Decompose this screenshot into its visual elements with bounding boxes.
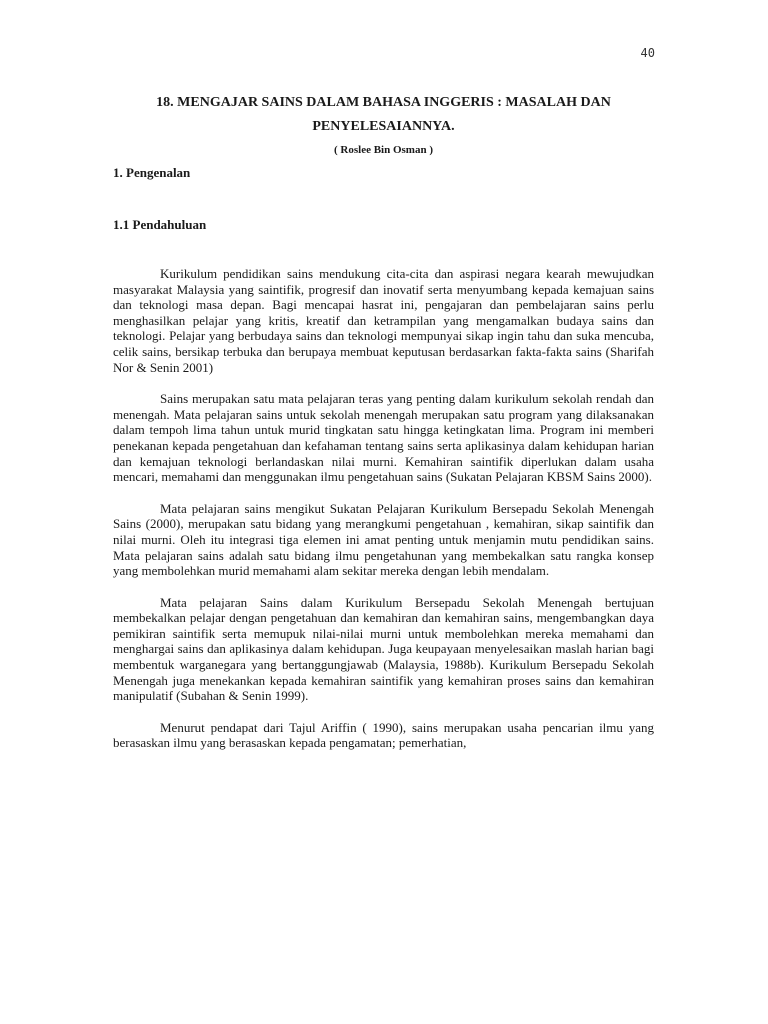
paragraph: Kurikulum pendidikan sains mendukung cita-cita dan aspirasi negara kearah mewujudkan masyarakat Malaysia yang saintifik, progresif dan inovatif serta menyumbang kepada kemajuan sains dan teknologi masa depan. Bagi mencapai hasrat ini, pengajaran dan pembelajaran sains perlu menghasilkan pelajar yang kritis, kreatif dan ketrampilan yang mengamalkan budaya sains dan teknologi. Pelajar yang berbudaya sains dan teknologi mempunyai sikap ingin tahu dan suka mencuba, celik sains, bersikap terbuka dan berupaya membuat keputusan berdasarkan fakta-fakta sains (Sharifah Nor & Senin 2001) [113, 266, 654, 375]
body-text [113, 266, 654, 767]
page-number: 40 [640, 46, 655, 60]
section-heading: 1. Pengenalan [113, 165, 191, 180]
author-line: ( Roslee Bin Osman ) [334, 144, 433, 156]
paragraph: Mata pelajaran sains mengikut Sukatan Pelajaran Kurikulum Bersepadu Sekolah Menengah Sains (2000), merupakan satu bidang yang merangkumi pengetahuan , kemahiran, sikap saintifik dan nilai murni. Oleh itu integrasi tiga elemen ini amat penting untuk menjamin mutu pendidikan sains. Mata pelajaran sains adalah satu bidang ilmu pengetahunan yang membekalkan satu rangka konsep yang membolehkan murid memahami alam sekitar mereka dengan lebih mendalam. [113, 500, 654, 579]
document-title: 18. MENGAJAR SAINS DALAM BAHASA INGGERIS : MASALAH DAN PENYELESAIANNYA. [156, 95, 611, 134]
subsection-heading: 1.1 Pendahuluan [113, 217, 207, 232]
paragraph: Menurut pendapat dari Tajul Ariffin ( 1990), sains merupakan usaha pencarian ilmu yang berasaskan ilmu yang berasaskan kepada pengamatan; pemerhatian, [113, 719, 654, 751]
paragraph: Sains merupakan satu mata pelajaran teras yang penting dalam kurikulum sekolah rendah dan menengah. Mata pelajaran sains untuk sekolah menengah merupakan satu program yang dilaksanakan dalam tempoh lima tahun untuk murid tingkatan satu hingga ketingkatan lima. Program ini memberi penekanan kepada pengetahuan dan kefahaman tentang sains serta aplikasinya dalam kehidupan harian dan kemajuan teknologi berlandaskan nilai murni. Kemahiran saintifik diperlukan dalam usaha mencari, memahami dan menggunakan ilmu pengetahuan sains (Sukatan Pelajaran KBSM Sains 2000). [113, 391, 654, 485]
paragraph: Mata pelajaran Sains dalam Kurikulum Bersepadu Sekolah Menengah bertujuan membekalkan pelajar dengan pengetahuan dan kemahiran dan kemahiran sains, mengembangkan daya pemikiran saintifik serta memupuk nilai-nilai murni untuk membolehkan mereka memahami dan menghargai sains dan aplikasinya dalam kehidupan. Juga keupayaan menyelesaikan maslah harian bagi membentuk warganegara yang bertanggungjawab (Malaysia, 1988b). Kurikulum Bersepadu Sekolah Menengah juga menekankan kepada kemahiran saintifik yang kemahiran proses sains dan kemahiran manipulatif (Subahan & Senin 1999). [113, 594, 654, 704]
